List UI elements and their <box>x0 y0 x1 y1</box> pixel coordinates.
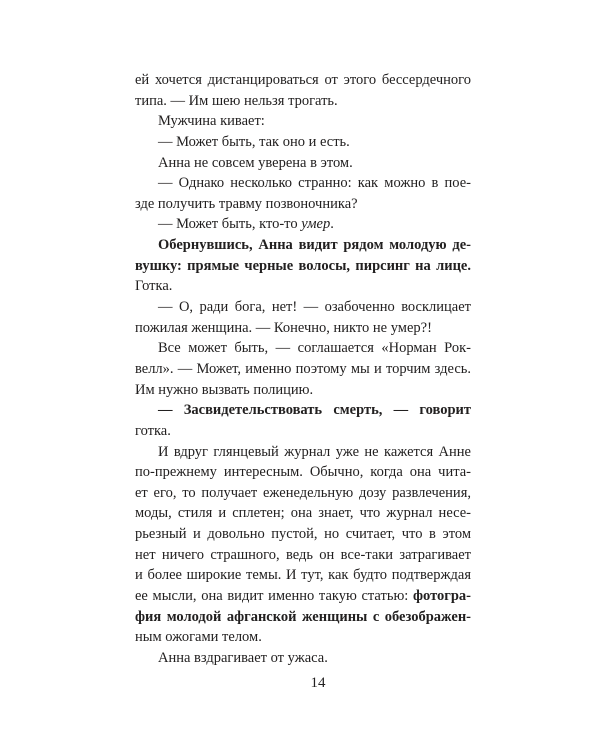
text-line-bold: фия молодой афганской женщины с обезображен- <box>135 608 471 625</box>
text-line: нет ничего страшного, ведь он все-таки затрагивает <box>135 546 471 563</box>
text-line: ей хочется дистанцироваться от этого бессердечного <box>135 72 471 88</box>
text-line: и более широкие темы. И тут, как будто подтверждая <box>135 567 471 584</box>
text-line: Анна вздрагивает от ужаса. <box>158 649 328 666</box>
bold-segment: фотогра- <box>413 588 471 605</box>
text-line: моды, стиля и сплетен; она знает, что журнал несе- <box>135 505 471 522</box>
text-line: Мужчина кивает: <box>158 113 265 130</box>
text-line-bold: Обернувшись, Анна видит рядом молодую де- <box>158 237 471 254</box>
text-line: типа. — Им шею нельзя трогать. <box>135 92 338 109</box>
text-line: ным ожогами телом. <box>135 629 262 646</box>
text-line: — Может быть, так оно и есть. <box>158 133 350 150</box>
text-line: рьезный и довольно пустой, но считает, что в этом <box>135 526 471 543</box>
text-segment: . <box>330 216 334 233</box>
text-line: И вдруг глянцевый журнал уже не кажется Анне <box>158 443 471 460</box>
text-line: Анна не совсем уверена в этом. <box>158 154 353 171</box>
text-line: зде получить травму позвоночника? <box>135 195 358 212</box>
text-line: пожилая женщина. — Конечно, никто не умер?! <box>135 319 432 336</box>
text-line <box>135 586 471 607</box>
text-line: Все может быть, — соглашается «Норман Рок- <box>158 340 471 357</box>
italic-word: умер <box>301 216 331 233</box>
text-line-bold: — Засвидетельствовать смерть, — говорит <box>158 402 471 419</box>
text-segment: ее мысли, она видит именно такую статью: <box>135 588 413 605</box>
page-text-block <box>135 70 471 669</box>
text-line: по-прежнему интересным. Обычно, когда она чита- <box>135 464 471 481</box>
text-line: велл». — Может, именно поэтому мы и торчим здесь. <box>135 360 471 377</box>
text-line: — О, ради бога, нет! — озабоченно восклицает <box>158 299 471 316</box>
text-line: — Однако несколько странно: как можно в пое- <box>158 175 471 192</box>
text-segment: — Может быть, кто-то <box>158 216 302 233</box>
text-line: Им нужно вызвать полицию. <box>135 381 314 398</box>
text-line-bold: вушку: прямые черные волосы, пирсинг на лице. <box>135 257 471 274</box>
text-line: готка. <box>135 422 171 439</box>
text-line: Готка. <box>135 278 173 295</box>
page-number: 14 <box>310 675 326 691</box>
text-line: ет его, то получает еженедельную дозу развлечения, <box>135 484 471 501</box>
text-line <box>135 214 471 235</box>
